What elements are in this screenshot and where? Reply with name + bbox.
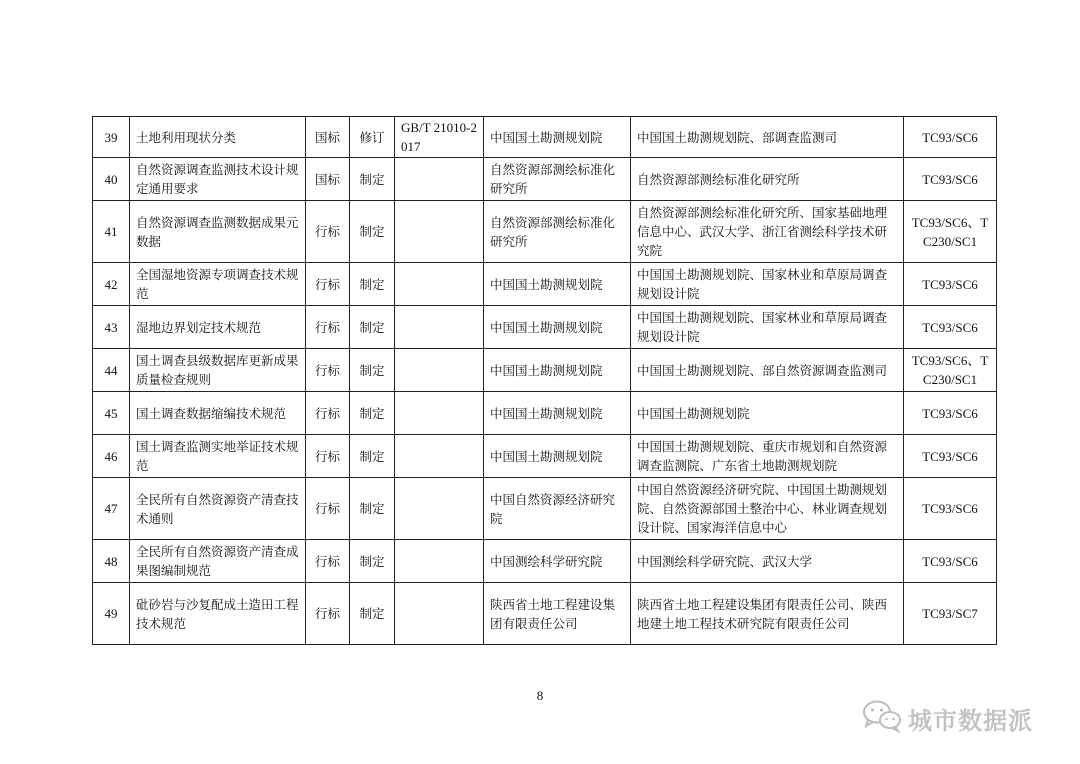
row-number: 41 <box>93 201 130 263</box>
technical-committee: TC93/SC6 <box>904 158 997 201</box>
standard-name: 国土调查数据缩编技术规范 <box>130 392 306 435</box>
standard-type: 行标 <box>306 540 350 583</box>
page-number: 8 <box>536 688 544 703</box>
revision-type: 制定 <box>350 201 395 263</box>
technical-committee: TC93/SC6 <box>904 435 997 478</box>
technical-committee: TC93/SC6、TC230/SC1 <box>904 201 997 263</box>
standard-code: GB/T 21010-2017 <box>395 117 484 158</box>
participating-units: 中国自然资源经济研究院、中国国土勘测规划院、自然资源部国土整治中心、林业调查规划设计院、国家海洋信息中心 <box>631 478 904 540</box>
standard-code <box>395 478 484 540</box>
table-row <box>93 263 997 306</box>
row-number: 45 <box>93 392 130 435</box>
standard-type: 行标 <box>306 349 350 392</box>
lead-unit: 陕西省土地工程建设集团有限责任公司 <box>484 583 631 645</box>
technical-committee: TC93/SC6 <box>904 117 997 158</box>
standard-name: 土地利用现状分类 <box>130 117 306 158</box>
revision-type: 制定 <box>350 478 395 540</box>
standard-code <box>395 392 484 435</box>
standard-name: 砒砂岩与沙复配成土造田工程技术规范 <box>130 583 306 645</box>
standards-table <box>92 116 997 645</box>
lead-unit: 中国自然资源经济研究院 <box>484 478 631 540</box>
standard-name: 自然资源调查监测技术设计规定通用要求 <box>130 158 306 201</box>
row-number: 44 <box>93 349 130 392</box>
lead-unit: 中国国土勘测规划院 <box>484 349 631 392</box>
row-number: 40 <box>93 158 130 201</box>
standard-name: 湿地边界划定技术规范 <box>130 306 306 349</box>
revision-type: 制定 <box>350 349 395 392</box>
standard-name: 全民所有自然资源资产清查技术通则 <box>130 478 306 540</box>
wechat-icon <box>862 699 902 737</box>
technical-committee: TC93/SC6 <box>904 263 997 306</box>
technical-committee: TC93/SC6 <box>904 392 997 435</box>
lead-unit: 自然资源部测绘标准化研究所 <box>484 158 631 201</box>
lead-unit: 中国国土勘测规划院 <box>484 117 631 158</box>
standard-type: 国标 <box>306 117 350 158</box>
standard-code <box>395 540 484 583</box>
lead-unit: 自然资源部测绘标准化研究所 <box>484 201 631 263</box>
row-number: 48 <box>93 540 130 583</box>
participating-units: 陕西省土地工程建设集团有限责任公司、陕西地建土地工程技术研究院有限责任公司 <box>631 583 904 645</box>
standard-code <box>395 263 484 306</box>
standard-code <box>395 349 484 392</box>
lead-unit: 中国国土勘测规划院 <box>484 392 631 435</box>
technical-committee: TC93/SC6 <box>904 478 997 540</box>
table-row <box>93 478 997 540</box>
table-row <box>93 201 997 263</box>
standard-name: 全国湿地资源专项调查技术规范 <box>130 263 306 306</box>
standard-code <box>395 583 484 645</box>
table-body <box>93 117 997 645</box>
table-row <box>93 392 997 435</box>
lead-unit: 中国国土勘测规划院 <box>484 306 631 349</box>
standard-code <box>395 435 484 478</box>
watermark-text: 城市数据派 <box>908 706 1033 735</box>
participating-units: 自然资源部测绘标准化研究所、国家基础地理信息中心、武汉大学、浙江省测绘科学技术研究院 <box>631 201 904 263</box>
standard-name: 国土调查监测实地举证技术规范 <box>130 435 306 478</box>
technical-committee: TC93/SC6、TC230/SC1 <box>904 349 997 392</box>
table-row <box>93 158 997 201</box>
standard-name: 国土调查县级数据库更新成果质量检查规则 <box>130 349 306 392</box>
participating-units: 中国国土勘测规划院、部调查监测司 <box>631 117 904 158</box>
technical-committee: TC93/SC6 <box>904 540 997 583</box>
row-number: 46 <box>93 435 130 478</box>
row-number: 42 <box>93 263 130 306</box>
technical-committee: TC93/SC6 <box>904 306 997 349</box>
standard-type: 行标 <box>306 478 350 540</box>
participating-units: 中国国土勘测规划院、国家林业和草原局调查规划设计院 <box>631 306 904 349</box>
standard-code <box>395 158 484 201</box>
standard-type: 行标 <box>306 306 350 349</box>
row-number: 49 <box>93 583 130 645</box>
standard-code <box>395 306 484 349</box>
participating-units: 中国国土勘测规划院、部自然资源调查监测司 <box>631 349 904 392</box>
standard-type: 行标 <box>306 392 350 435</box>
table-row <box>93 540 997 583</box>
table-row <box>93 117 997 158</box>
revision-type: 制定 <box>350 158 395 201</box>
standard-name: 自然资源调查监测数据成果元数据 <box>130 201 306 263</box>
standard-type: 行标 <box>306 263 350 306</box>
watermark <box>862 700 1033 736</box>
lead-unit: 中国测绘科学研究院 <box>484 540 631 583</box>
row-number: 47 <box>93 478 130 540</box>
lead-unit: 中国国土勘测规划院 <box>484 263 631 306</box>
standard-code <box>395 201 484 263</box>
participating-units: 自然资源部测绘标准化研究所 <box>631 158 904 201</box>
revision-type: 制定 <box>350 392 395 435</box>
participating-units: 中国国土勘测规划院 <box>631 392 904 435</box>
standard-type: 行标 <box>306 435 350 478</box>
revision-type: 制定 <box>350 540 395 583</box>
revision-type: 制定 <box>350 263 395 306</box>
table-row <box>93 306 997 349</box>
revision-type: 制定 <box>350 435 395 478</box>
table-row <box>93 349 997 392</box>
lead-unit: 中国国土勘测规划院 <box>484 435 631 478</box>
participating-units: 中国国土勘测规划院、国家林业和草原局调查规划设计院 <box>631 263 904 306</box>
standard-type: 行标 <box>306 201 350 263</box>
standard-name: 全民所有自然资源资产清查成果图编制规范 <box>130 540 306 583</box>
row-number: 39 <box>93 117 130 158</box>
row-number: 43 <box>93 306 130 349</box>
participating-units: 中国测绘科学研究院、武汉大学 <box>631 540 904 583</box>
table-row <box>93 435 997 478</box>
table-row <box>93 583 997 645</box>
standard-type: 行标 <box>306 583 350 645</box>
participating-units: 中国国土勘测规划院、重庆市规划和自然资源调查监测院、广东省土地勘测规划院 <box>631 435 904 478</box>
technical-committee: TC93/SC7 <box>904 583 997 645</box>
revision-type: 制定 <box>350 306 395 349</box>
revision-type: 制定 <box>350 583 395 645</box>
revision-type: 修订 <box>350 117 395 158</box>
standard-type: 国标 <box>306 158 350 201</box>
